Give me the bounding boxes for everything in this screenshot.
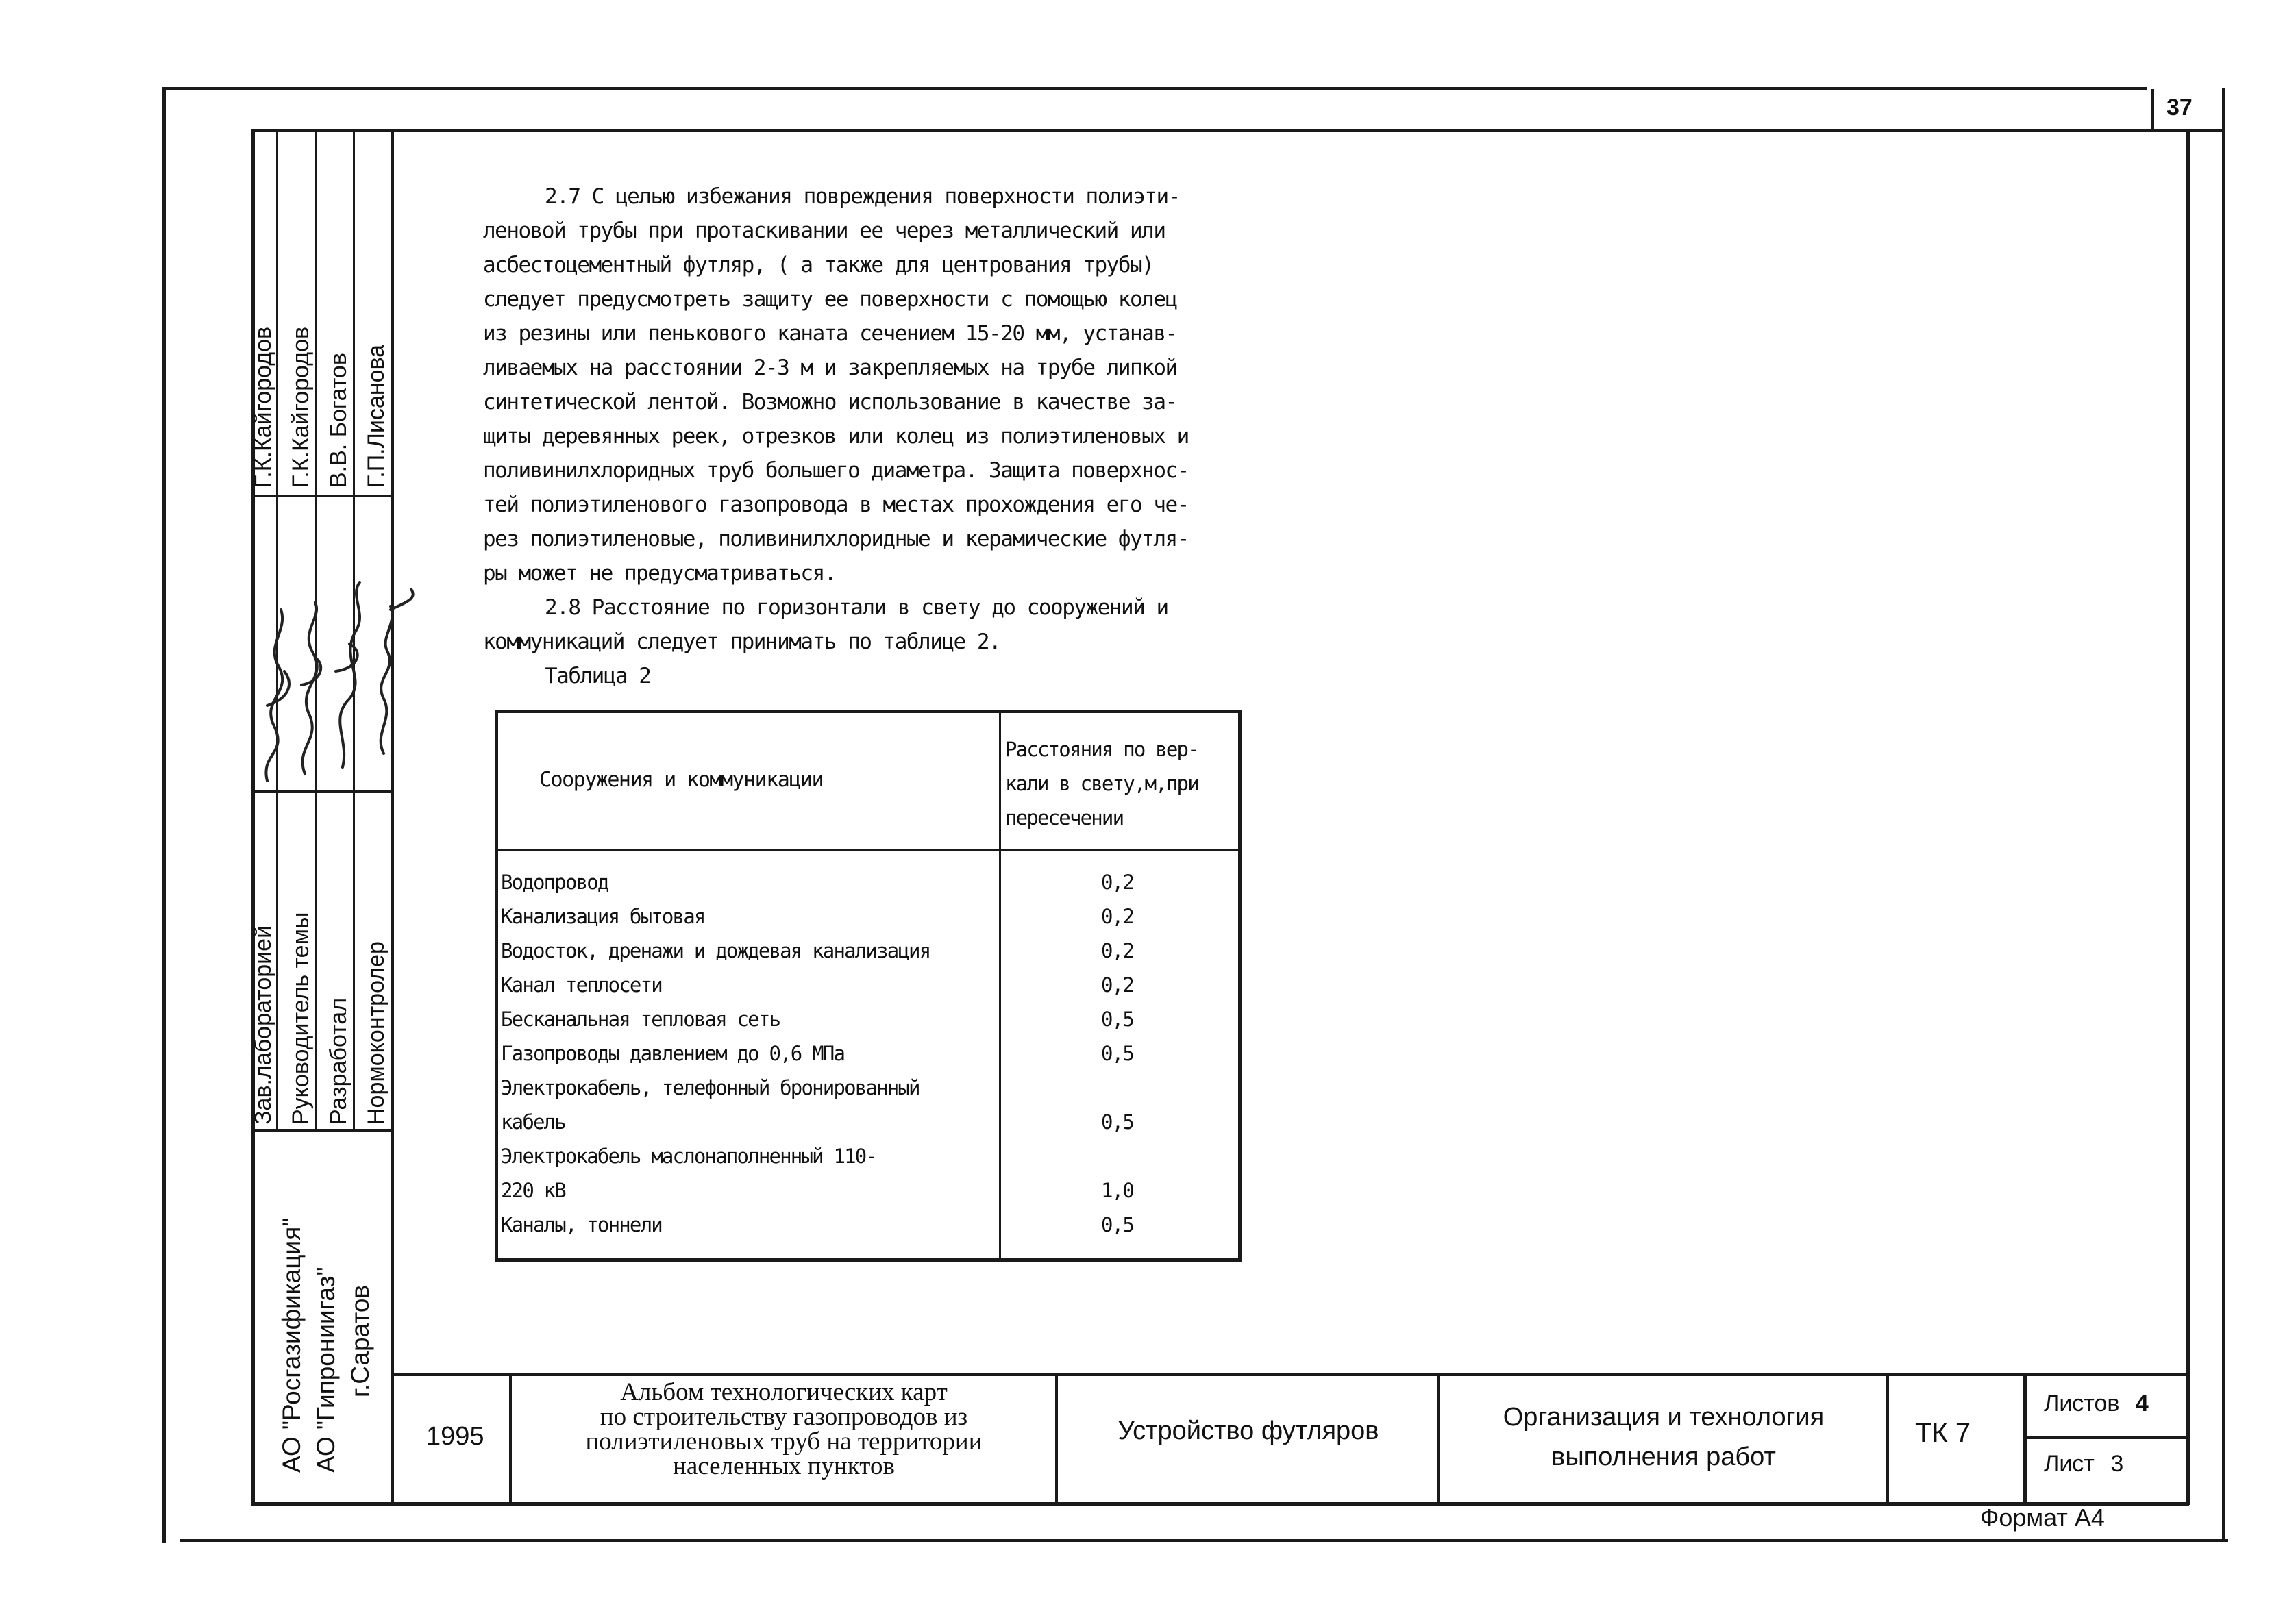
tb-sep-5: [2023, 1374, 2027, 1504]
para28-line: коммуникаций следует принимать по таблице 2.: [483, 629, 1001, 654]
para27-line: асбестоцементный футляр, ( а также для центрования трубы): [483, 253, 1154, 277]
album-line: Альбом технологических карт: [620, 1378, 948, 1406]
album-line: по строительству газопроводов из: [600, 1403, 968, 1431]
stamp-right-line: [391, 130, 394, 1504]
title-code: ТК 7: [1915, 1418, 1971, 1448]
para27-line: 2.7 С целью избежания повреждения поверхности полиэти-: [545, 184, 1180, 209]
inner-frame-right: [2186, 129, 2190, 1505]
row-name: Газопроводы давлением до 0,6 МПа: [501, 1042, 845, 1065]
stamp-role-3: Разработал: [325, 997, 351, 1125]
outer-frame-bottom: [180, 1539, 2228, 1542]
header-col2-line: пересечении: [1005, 806, 1124, 830]
table-row: [501, 899, 1238, 934]
inner-frame-top: [251, 129, 2223, 132]
row-name: кабель: [501, 1110, 565, 1134]
header-col2-line: Расстояния по вер-: [1005, 738, 1198, 761]
tb-sep-1: [509, 1374, 512, 1504]
tb-sep-3: [1437, 1374, 1440, 1504]
paragraph-2-7: [483, 179, 1189, 693]
table-body: [501, 865, 1238, 1242]
stamp-role-4: Нормоконтролер: [363, 941, 389, 1125]
para27-line: поливинилхлоридных труб большего диаметра. Защита поверхнос-: [483, 458, 1189, 483]
table-row: [501, 1071, 1238, 1105]
sheets-label: Листов: [2044, 1390, 2120, 1417]
table-2: [495, 710, 1242, 1262]
row-value: 0,2: [1101, 939, 1133, 962]
title-year: 1995: [426, 1422, 484, 1451]
row-name: Водопровод: [501, 871, 608, 894]
row-name: Канализация бытовая: [501, 905, 705, 928]
stamp-org-sep: [254, 1129, 393, 1132]
table-row: [501, 934, 1238, 968]
row-value: 0,5: [1101, 1110, 1133, 1134]
outer-frame-right: [2222, 88, 2225, 1540]
para28-line: 2.8 Расстояние по горизонтали в свету до сооружений и: [545, 595, 1168, 620]
row-name: Каналы, тоннели: [501, 1213, 662, 1236]
sheet-number: [2044, 1451, 2123, 1477]
table-header-col1: Сооружения и коммуникации: [539, 768, 824, 792]
stamp-name-4: Г.П.Лисанова: [363, 344, 389, 488]
stamp-role-1: Зав.лабораторией: [250, 925, 276, 1125]
para27-line: следует предусмотреть защиту ее поверхности с помощью колец: [483, 287, 1177, 312]
para27-line: рез полиэтиленовые, поливинилхлоридные и керамические футля-: [483, 527, 1189, 551]
row-value: 0,5: [1101, 1213, 1133, 1236]
stamp-org-line-3: г.Саратов: [346, 1284, 374, 1397]
tb-sep-4: [1886, 1374, 1889, 1504]
page-number-box-left: [2151, 89, 2154, 132]
table-row: [501, 1002, 1238, 1036]
section-line: выполнения работ: [1551, 1443, 1776, 1471]
row-value: 0,2: [1101, 905, 1133, 928]
album-line: населенных пунктов: [673, 1452, 895, 1480]
stamp-signature-sep: [254, 790, 393, 793]
header-col2-line: кали в свету,м,при: [1005, 772, 1198, 795]
para27-line: синтетической лентой. Возможно использование в качестве за-: [483, 390, 1177, 414]
stamp-name-2: Г.К.Кайгородов: [288, 326, 314, 488]
row-name: Водосток, дренажи и дождевая канализация: [501, 939, 930, 962]
stamp-names-sep: [254, 495, 393, 497]
table-row: [501, 968, 1238, 1002]
inner-frame-bottom: [251, 1502, 2189, 1506]
tb-sheet-sep: [2025, 1436, 2188, 1439]
album-line: полиэтиленовых труб на территории: [585, 1427, 983, 1456]
stamp-name-3: В.В. Богатов: [325, 353, 351, 488]
title-topic: Устройство футляров: [1118, 1417, 1379, 1445]
stamp-org-line-1: АО "Росгазификация": [277, 1217, 306, 1473]
page-number: 37: [2167, 95, 2193, 121]
row-name: Электрокабель маслонаполненный 110-: [501, 1145, 877, 1168]
sheets-value: 4: [2135, 1390, 2149, 1417]
table-row: [501, 1208, 1238, 1242]
format-label: Формат А4: [1980, 1504, 2105, 1532]
row-value: 0,2: [1101, 973, 1133, 997]
para27-line: леновой трубы при протаскивании ее через металлический или: [483, 219, 1165, 243]
title-section: [1442, 1397, 1886, 1477]
table-row: [501, 1139, 1238, 1173]
tb-sep-2: [1055, 1374, 1058, 1504]
row-value: 0,5: [1101, 1008, 1133, 1031]
table-row: [501, 1036, 1238, 1071]
title-block-top: [392, 1373, 2188, 1376]
row-value: 1,0: [1101, 1179, 1133, 1202]
para27-line: из резины или пенькового каната сечением 15-20 мм, устанав-: [483, 321, 1177, 346]
table-row: [501, 1173, 1238, 1208]
row-value: 0,2: [1101, 871, 1133, 894]
stamp-org-line-2: АО "Гипрониигаз": [312, 1267, 340, 1473]
row-name: Бесканальная тепловая сеть: [501, 1008, 780, 1031]
title-album: [513, 1380, 1054, 1479]
table-caption: Таблица 2: [545, 664, 651, 688]
para27-line: ры может не предусматриваться.: [483, 561, 836, 586]
row-name: 220 кВ: [501, 1179, 565, 1202]
sheet-label: Лист: [2044, 1451, 2095, 1477]
stamp-name-1: Г.К.Кайгородов: [250, 326, 276, 488]
sheet-value: 3: [2110, 1451, 2124, 1477]
row-value: 0,5: [1101, 1042, 1133, 1065]
stamp-role-2: Руководитель темы: [288, 912, 314, 1125]
table-header-sep: [498, 849, 1238, 851]
row-name: Электрокабель, телефонный бронированный: [501, 1076, 919, 1099]
outer-frame-left: [162, 87, 166, 1543]
row-name: Канал теплосети: [501, 973, 662, 997]
para27-line: щиты деревянных реек, отрезков или колец из полиэтиленовых и: [483, 424, 1189, 449]
signatures-icon: [247, 548, 425, 788]
section-line: Организация и технология: [1503, 1403, 1825, 1432]
para27-line: ливаемых на расстоянии 2-3 м и закрепляемых на трубе липкой: [483, 356, 1177, 380]
para27-line: тей полиэтиленового газопровода в местах прохождения его че-: [483, 492, 1189, 517]
table-row: [501, 1105, 1238, 1139]
table-row: [501, 865, 1238, 899]
table-header-col2: [1005, 732, 1198, 835]
sheets-count: [2044, 1390, 2149, 1417]
outer-frame-top: [162, 87, 2147, 90]
